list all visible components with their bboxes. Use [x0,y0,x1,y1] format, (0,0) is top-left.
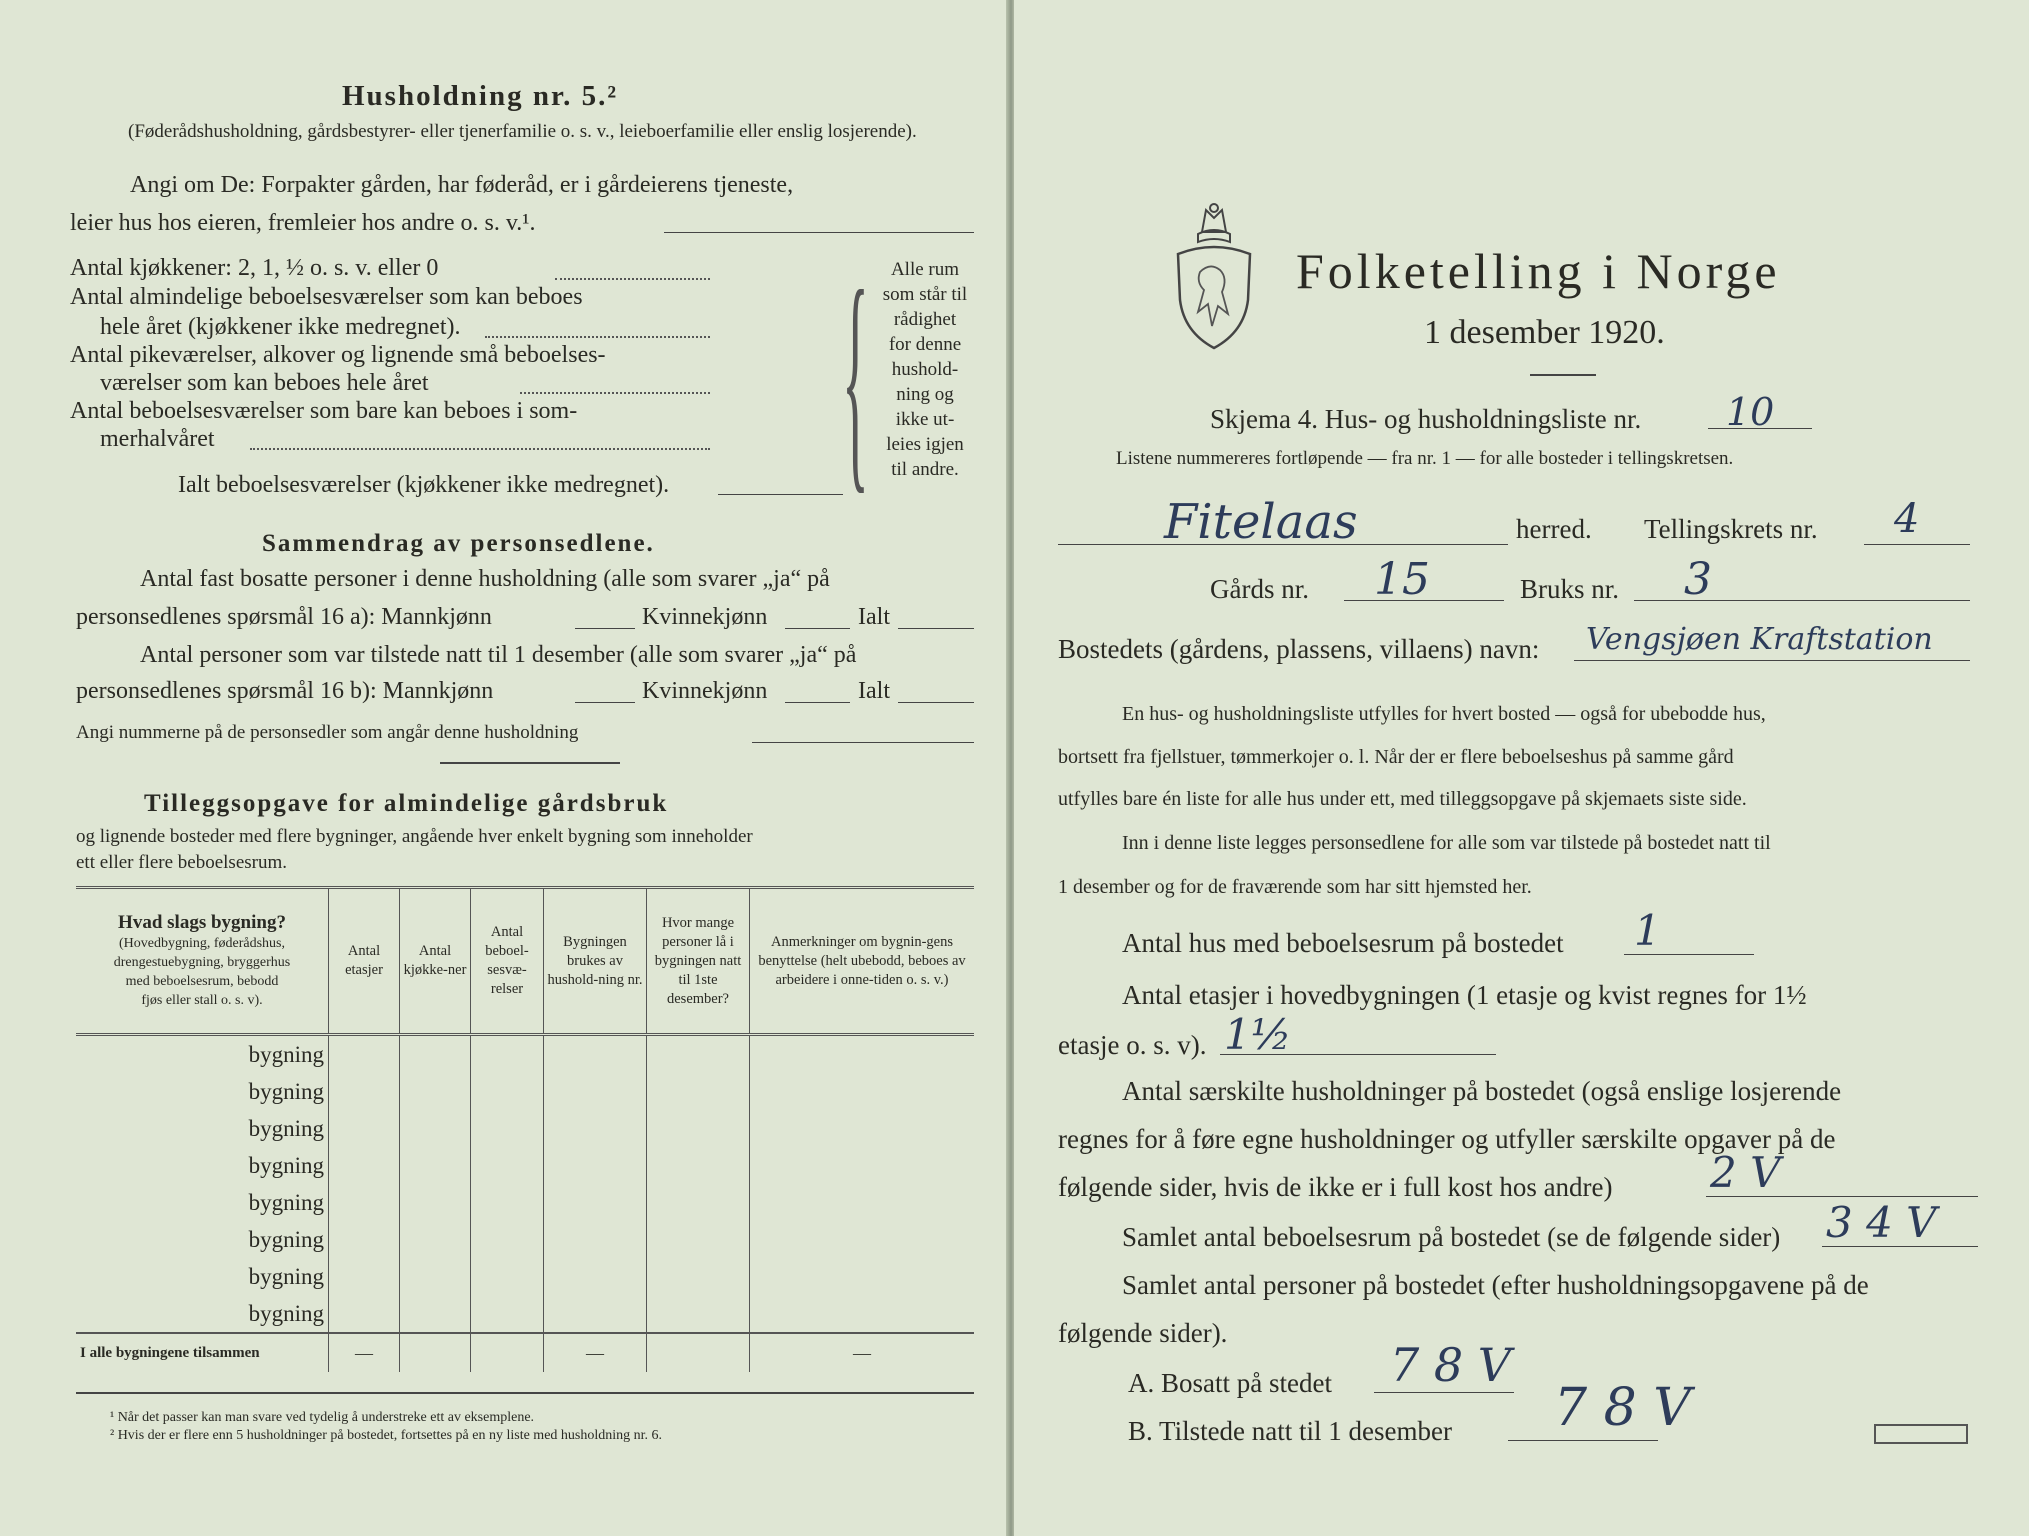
tilst-mann-field[interactable] [575,702,635,703]
bostedets-field[interactable] [1574,660,1970,661]
tillegg-sub2: ett eller flere beboelsesrum. [76,852,288,873]
bosatt-value: 7 8 V [1390,1338,1511,1392]
tilst-kvinne-field[interactable] [785,702,850,703]
alm-field[interactable] [485,336,710,338]
right-page [1014,0,2029,1536]
hus-label: Antal hus med beboelsesrum på bostedet [1122,928,1564,958]
table-row[interactable] [76,1073,974,1110]
bostedets-label: Bostedets (gårdens, plassens, villaens) navn: [1058,634,1540,664]
fast-kvinne-field[interactable] [785,628,850,629]
row-label: bygning [248,1115,324,1141]
etasjer-line2: etasje o. s. v). [1058,1030,1207,1060]
col-beboelsesvaerelser: Antal beboel-sesvæ-relser [471,888,544,1035]
nummerne-field[interactable] [752,742,974,743]
pike-label-2: værelser som kan beboes hele året [100,370,429,396]
tilst-ialt-label: Ialt [858,678,890,704]
col-etasjer: Antal etasjer [329,888,400,1035]
coat-of-arms-icon [1172,202,1256,352]
col-kjokkener: Antal kjøkke-ner [400,888,471,1035]
tilstede-field[interactable] [1508,1440,1658,1441]
tellingskrets-label: Tellingskrets nr. [1644,514,1818,544]
nummerne-label: Angi nummerne på de personsedler som angår denne husholdning [76,722,579,743]
samlet-rum-value: 3 4 V [1826,1198,1937,1247]
brace-glyph: { [842,244,869,518]
printer-stamp [1874,1424,1968,1444]
fast-kvinne-label: Kvinnekjønn [642,604,768,630]
tilstede-label: B. Tilstede natt til 1 desember [1128,1416,1452,1446]
tilst-kvinne-label: Kvinnekjønn [642,678,768,704]
table-row[interactable] [76,1035,974,1074]
bruks-value: 3 [1684,554,1712,605]
skjema-label: Skjema 4. Hus- og husholdningsliste nr. [1210,404,1642,434]
sommer-label-1: Antal beboelsesværelser som bare kan beboes i som- [70,398,578,424]
angi-line1: Angi om De: Forpakter gården, har føderåd, er i gårdeierens tjeneste, [130,172,794,198]
alm-label-1: Antal almindelige beboelsesværelser som kan beboes [70,284,583,310]
fast-mann-field[interactable] [575,628,635,629]
bruks-label: Bruks nr. [1520,574,1620,604]
col-building-type: Hvad slags bygning? (Hovedbygning, føderådshus, drengestuebygning, bryggerhus med beboelsesrum, bebodd fjøs eller stall o. s. v). [76,888,329,1035]
tilst-line2: personsedlenes spørsmål 16 b): Mannkjønn [76,678,494,704]
hus-value: 1 [1634,906,1661,955]
brace-note: Alle rum som står til rådighet for denne hushold- ning og ikke ut- leies igjen til andre. [882,259,968,480]
fast-line2: personsedlenes spørsmål 16 a): Mannkjønn [76,604,492,630]
divider [440,762,620,764]
samlet-rum-label: Samlet antal beboelsesrum på bostedet (se de følgende sider) [1122,1222,1781,1252]
tillegg-title: Tilleggsopgave for almindelige gårdsbruk [144,790,669,817]
table-row[interactable] [76,1258,974,1295]
saerskilte-line3: følgende sider, hvis de ikke er i full kost hos andre) [1058,1172,1613,1202]
para2-line2: 1 desember og for de fraværende som har sitt hjemsted her. [1058,876,1532,898]
row-label: bygning [248,1152,324,1178]
bosatt-field[interactable] [1374,1392,1514,1393]
skjema-value: 10 [1726,390,1775,434]
etasjer-line1: Antal etasjer i hovedbygningen (1 etasje og kvist regnes for 1½ [1122,980,1807,1010]
footnote-1: ¹ Når det passer kan man svare ved tydelig å understreke ett av eksemplene. [110,1410,535,1425]
tilstede-value: 7 8 V [1554,1378,1691,1438]
col-anmerkninger: Anmerkninger om bygnin-gens benyttelse (helt ubebodd, beboes av arbeidere i onne-tiden o. s. v.) [750,888,975,1035]
herred-label: herred. [1516,514,1592,544]
sommer-label-2: merhalvåret [100,426,215,452]
left-page [0,0,1010,1536]
pike-field[interactable] [520,392,710,394]
table-row[interactable] [76,1221,974,1258]
para1-line1: En hus- og husholdningsliste utfylles for hvert bosted — også for ubebodde hus, [1122,703,1766,725]
tellingskrets-value: 4 [1894,496,1920,542]
listene-note: Listene nummereres fortløpende — fra nr. 1 — for alle bosteder i tellingskretsen. [1116,448,1734,469]
bosatt-label: A. Bosatt på stedet [1128,1368,1332,1398]
census-title: Folketelling i Norge [1296,243,1781,299]
gards-value: 15 [1374,554,1430,605]
col-husholdning-nr: Bygningen brukes av hushold-ning nr. [544,888,647,1035]
tilst-ialt-field[interactable] [898,702,974,703]
tillegg-sub1: og lignende bosteder med flere bygninger, angående hver enkelt bygning som inneholder [76,826,753,847]
row-label: bygning [248,1078,324,1104]
para1-line3: utfylles bare én liste for alle hus under ett, med tilleggsopgave på skjemaets siste side. [1058,788,1747,810]
title-divider [1530,374,1596,376]
herred-value: Fitelaas [1164,494,1358,550]
household-subtitle: (Føderådshusholdning, gårdsbestyrer- eller tjenerfamilie o. s. v., leieboerfamilie eller enslig losjerende). [128,121,917,142]
row-label: bygning [248,1041,324,1067]
pike-label-1: Antal pikeværelser, alkover og lignende små beboelses- [70,342,606,368]
sommer-field[interactable] [250,448,710,450]
kjokkener-field[interactable] [555,278,710,280]
sammendrag-title: Sammendrag av personsedlene. [262,530,655,557]
row-label: bygning [248,1300,324,1326]
kjokkener-label: Antal kjøkkener: 2, 1, ½ o. s. v. eller 0 [70,255,439,281]
table-row[interactable] [76,1295,974,1333]
samlet-pers-line2: følgende sider). [1058,1318,1228,1348]
household-title: Husholdning nr. 5.² [342,80,619,112]
row-label: bygning [248,1189,324,1215]
census-date: 1 desember 1920. [1424,314,1665,351]
buildings-table [76,886,974,1372]
ialt-label: Ialt beboelsesværelser (kjøkkener ikke medregnet). [178,472,670,498]
fast-ialt-field[interactable] [898,628,974,629]
col-personer: Hvor mange personer lå i bygningen natt til 1ste desember? [647,888,750,1035]
table-bottom-rule [76,1392,974,1394]
table-row[interactable] [76,1184,974,1221]
total-label: I alle bygningene tilsammen [76,1333,329,1372]
saerskilte-line2: regnes for å føre egne husholdninger og utfyller særskilte opgaver på de [1058,1124,1836,1154]
ialt-field[interactable] [718,494,843,495]
angi-line2: leier hus hos eieren, fremleier hos andre o. s. v.¹. [70,210,536,236]
fast-line1: Antal fast bosatte personer i denne husholdning (alle som svarer „ja“ på [140,566,830,592]
etasjer-value: 1½ [1224,1010,1292,1059]
row-label: bygning [248,1263,324,1289]
para2-line1: Inn i denne liste legges personsedlene for alle som var tilstede på bostedet natt til [1122,832,1771,854]
gards-label: Gårds nr. [1210,574,1309,604]
table-row[interactable] [76,1110,974,1147]
fast-ialt-label: Ialt [858,604,890,630]
tellingskrets-field[interactable] [1864,544,1970,545]
tilst-line1: Antal personer som var tilstede natt til 1 desember (alle som svarer „ja“ på [140,642,857,668]
samlet-pers-line1: Samlet antal personer på bostedet (efter husholdningsopgavene på de [1122,1270,1869,1300]
saerskilte-value: 2 V [1710,1148,1781,1197]
row-label: bygning [248,1226,324,1252]
alm-label-2: hele året (kjøkkener ikke medregnet). [100,314,461,340]
angi-field[interactable] [664,232,974,233]
bostedets-value: Vengsjøen Kraftstation [1586,622,1933,657]
para1-line2: bortsett fra fjellstuer, tømmerkojer o. l. Når der er flere beboelseshus på samme gård [1058,746,1734,768]
saerskilte-line1: Antal særskilte husholdninger på bostedet (også enslige losjerende [1122,1076,1842,1106]
table-total-row: I alle bygningene tilsammen — — — [76,1333,974,1372]
footnote-2: ² Hvis der er flere enn 5 husholdninger på bostedet, fortsettes på en ny liste med husholdning nr. 6. [110,1428,663,1443]
table-row[interactable] [76,1147,974,1184]
